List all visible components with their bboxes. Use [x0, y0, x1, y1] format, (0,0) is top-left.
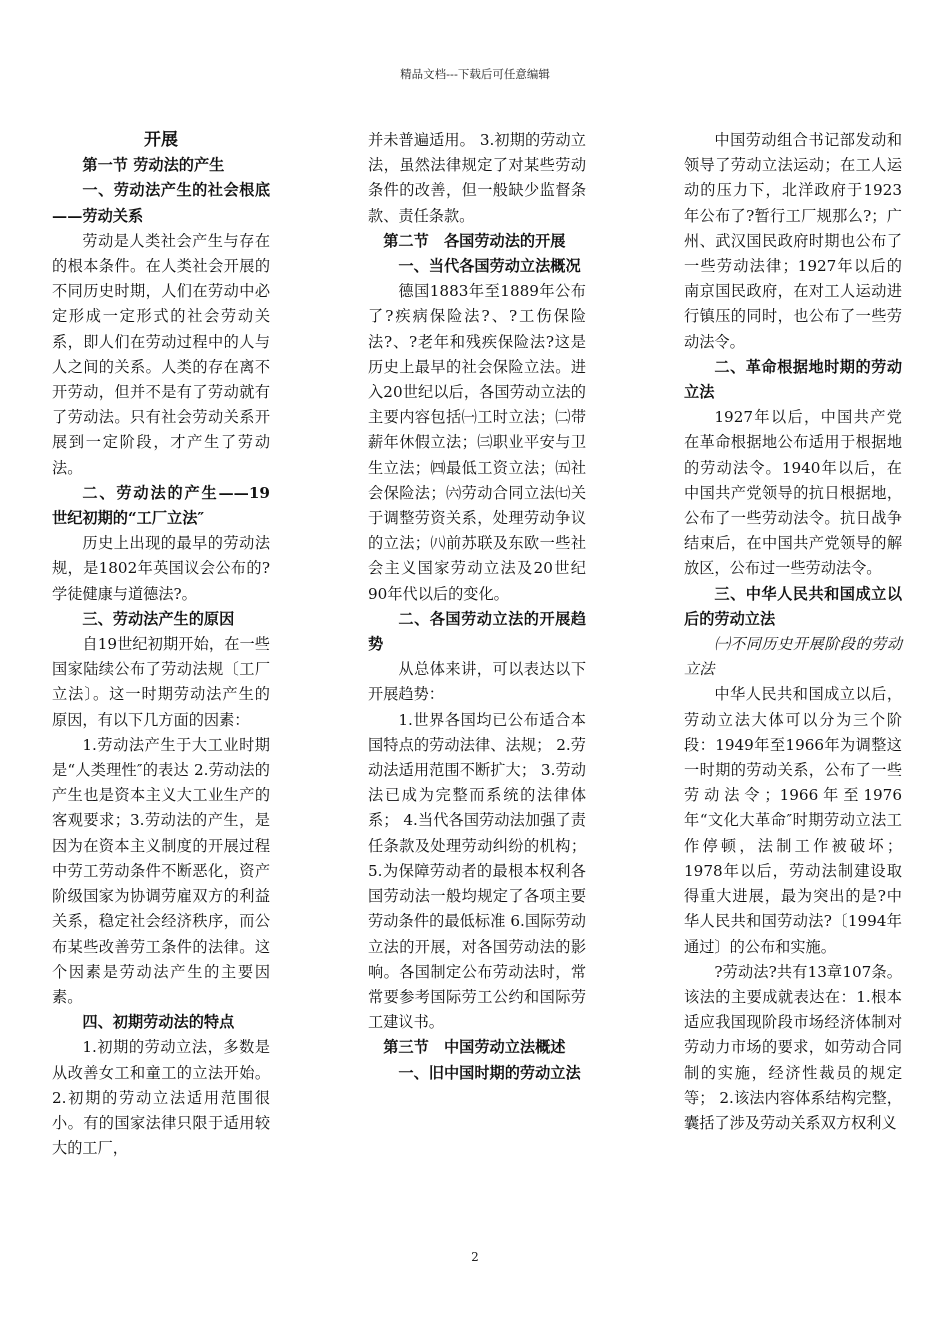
section-heading: 第二节 各国劳动法的开展: [383, 231, 566, 250]
body-paragraph: 劳动是人类社会产生与存在的根本条件。在人类社会开展的不同历史时期，人们在劳动中必定形成一定形式的社会劳动关系，即人们在劳动过程中的人与人之间的关系。人类的存在离不开劳动，但并不是有了劳动就有了劳动法。只有社会劳动关系开展到一定阶段，才产生了劳动法。: [52, 231, 270, 477]
body-paragraph: 中国劳动组合书记部发动和领导了劳动立法运动；在工人运动的压力下，北洋政府于1923年公布了?暂行工厂规那么?；广州、武汉国民政府时期也公布了一些劳动法律；1927年以后的南京国民政府，在对工人运动进行镇压的同时，也公布了一些劳动法令。: [684, 131, 902, 351]
body-paragraph: 1.世界各国均已公布适合本国特点的劳动法律、法规； 2.劳动法适用范围不断扩大； 3.劳动法已成为完整而系统的法律体系； 4.当代各国劳动法加强了责任条款及处理劳动纠纷的机构； 5.为保障劳动者的最根本权利各国劳动法一般均规定了各项主要劳动条件的最低标准 6.国际劳动立法的开展，对各国劳动法的影响。各国制定公布劳动法时，常常要参考国际劳工公约和国际劳工建议书。: [368, 710, 586, 1032]
section-heading: 二、劳动法的产生——19世纪初期的“工厂立法″: [52, 483, 270, 528]
section-heading: 三、劳动法产生的原因: [82, 609, 235, 628]
body-paragraph: 1.初期的劳动立法，多数是从改善女工和童工的立法开始。 2.初期的劳动立法适用范围很小。有的国家法律只限于适用较大的工厂，: [52, 1038, 270, 1158]
body-paragraph: 从总体来讲，可以表达以下开展趋势：: [368, 660, 586, 704]
section-heading: 三、中华人民共和国成立以后的劳动立法: [684, 584, 902, 628]
body-paragraph: 1927年以后，中国共产党在革命根据地公布适用于根据地的劳动法令。1940年以后，在中国共产党领导的抗日根据地，公布了一些劳动法令。抗日战争结束后，在中国共产党领导的解放区，公布过一些劳动法令。: [684, 408, 902, 578]
section-heading: 第一节 劳动法的产生: [82, 156, 225, 175]
text-column-3: [684, 128, 902, 1136]
section-heading: 二、各国劳动立法的开展趋势: [368, 609, 586, 654]
page-number: 2: [471, 1250, 479, 1264]
section-heading: 一、当代各国劳动立法概况: [398, 257, 581, 276]
text-column-2: [368, 128, 586, 1086]
body-paragraph: 自19世纪初期开始，在一些国家陆续公布了劳动法规〔工厂立法〕。这一时期劳动法产生的原因，有以下几方面的因素：: [52, 635, 270, 729]
text-column-1: [52, 128, 270, 1161]
section-heading: 一、旧中国时期的劳动立法: [398, 1063, 581, 1082]
chapter-title: 开展: [144, 130, 178, 150]
body-paragraph: ?劳动法?共有13章107条。该法的主要成就表达在：1.根本适应我国现阶段市场经济体制对劳动力市场的要求，如劳动合同制的实施，经济性裁员的规定等； 2.该法内容体系结构完整，囊括了涉及劳动关系双方权利义: [684, 962, 902, 1132]
body-paragraph: 并未普遍适用。 3.初期的劳动立法，虽然法律规定了对某些劳动条件的改善，但一般缺少监督条款、责任条款。: [368, 131, 586, 225]
body-paragraph: 中华人民共和国成立以后，劳动立法大体可以分为三个阶段：1949年至1966年为调整这一时期的劳动关系，公布了一些劳动法令；1966年至1976年“文化大革命″时期劳动立法工作停顿，法制工作被破坏；1978年以后，劳动法制建设取得重大进展，最为突出的是?中华人民共和国劳动法?〔1994年通过〕的公布和实施。: [684, 685, 902, 956]
body-paragraph: 1.劳动法产生于大工业时期是“人类理性″的表达 2.劳动法的产生也是资本主义大工业生产的客观要求；3.劳动法的产生，是因为在资本主义制度的开展过程中劳工劳动条件不断恶化，资产阶级国家为协调劳雇双方的利益关系，稳定社会经济秩序，而公布某些改善劳工条件的法律。这个因素是劳动法产生的主要因素。: [52, 735, 270, 1006]
section-heading: 四、初期劳动法的特点: [82, 1013, 235, 1032]
body-paragraph: ㈠不同历史开展阶段的劳动立法: [684, 635, 902, 679]
page-header: 精品文档---下载后可任意编辑: [400, 67, 550, 81]
section-heading: 一、劳动法产生的社会根底——劳动关系: [52, 181, 270, 225]
section-heading: 二、革命根据地时期的劳动立法: [684, 357, 902, 402]
section-heading: 第三节 中国劳动立法概述: [383, 1038, 566, 1057]
body-paragraph: 德国1883年至1889年公布了?疾病保险法?、?工伤保险法?、?老年和残疾保险法?这是历史上最早的社会保险立法。进入20世纪以后，各国劳动立法的主要内容包括㈠工时立法；㈡带薪年休假立法；㈢职业平安与卫生立法；㈣最低工资立法；㈤社会保险法；㈥劳动合同立法㈦关于调整劳资关系，处理劳动争议的立法；㈧前苏联及东欧一些社会主义国家劳动立法及20世纪90年代以后的变化。: [368, 282, 586, 603]
body-paragraph: 历史上出现的最早的劳动法规，是1802年英国议会公布的?学徒健康与道德法?。: [52, 534, 270, 603]
